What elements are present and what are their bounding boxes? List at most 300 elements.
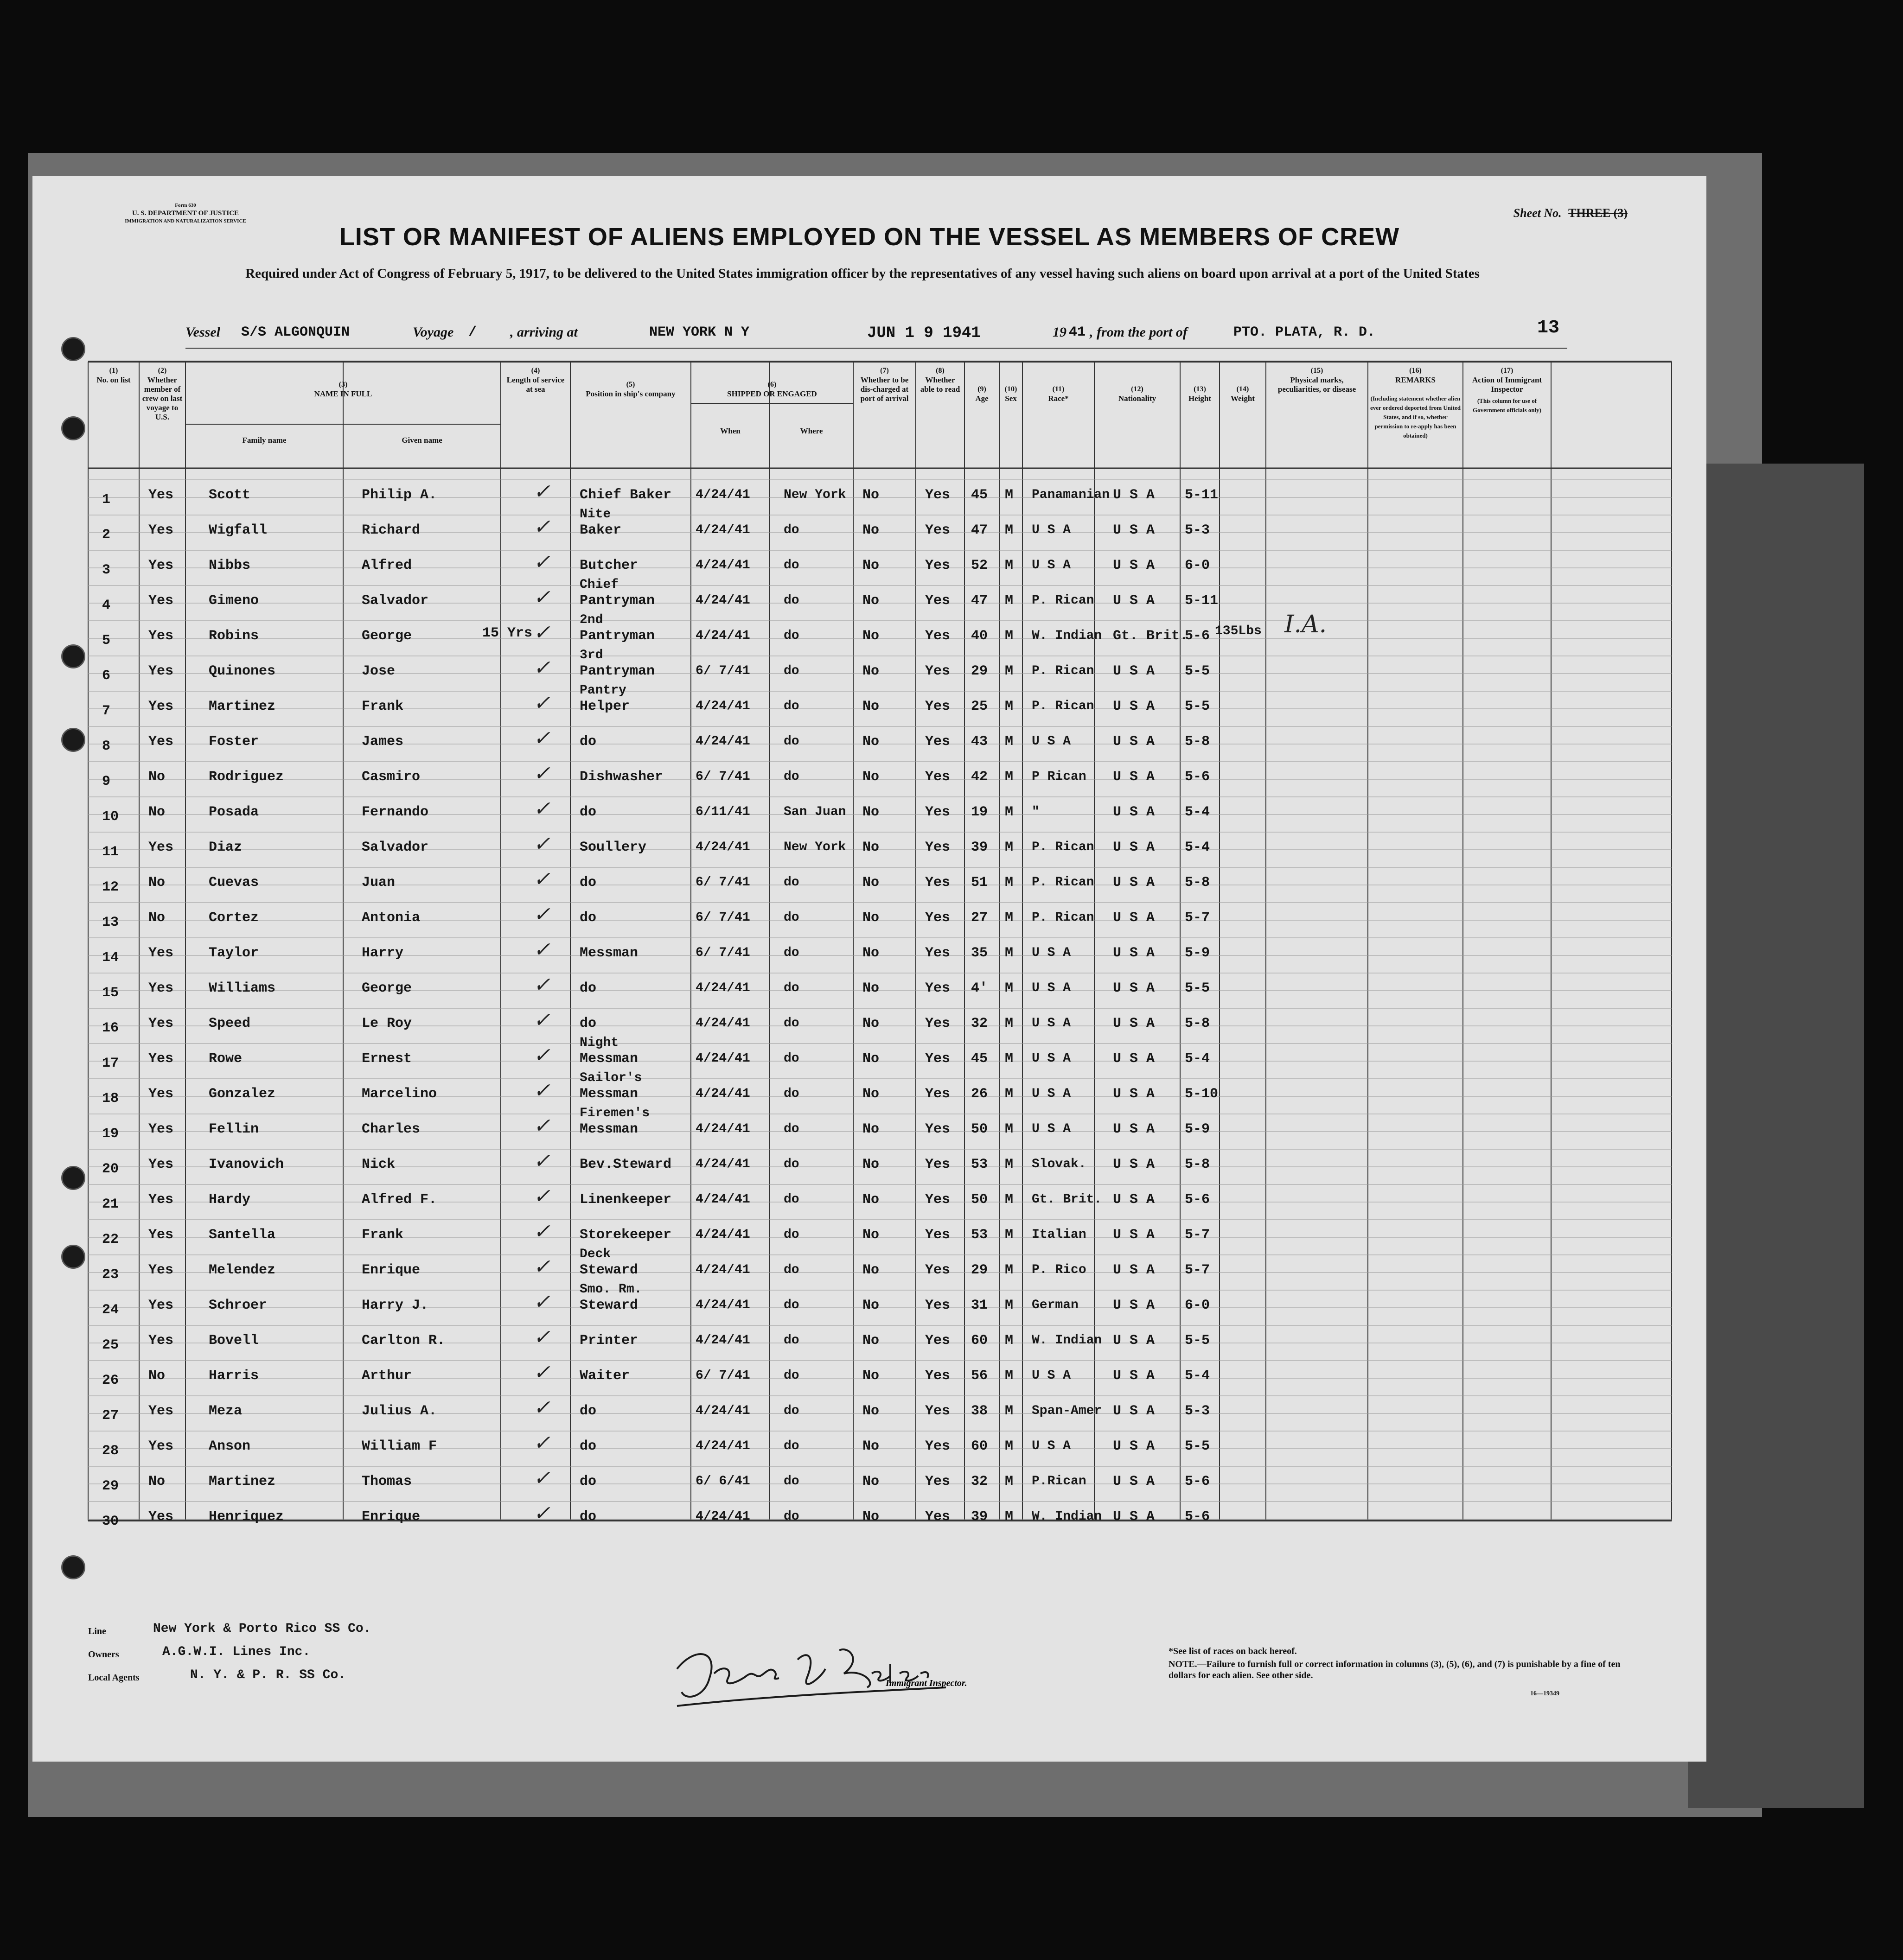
family-name: Ivanovich [209,1157,284,1172]
age: 60 [971,1333,988,1349]
discharged-value: No [862,487,880,503]
position: Storekeeper [580,1227,672,1243]
height: 5-5 [1185,980,1210,996]
position-line1: 2nd [580,613,603,627]
service-checkmark: ✓ [533,1149,550,1173]
column-header-text: Action of Immigrant Inspector [1472,375,1542,394]
family-name: Robins [209,628,259,644]
age: 29 [971,1262,988,1278]
column-header [966,385,997,403]
shipped-when: 6/ 7/41 [696,770,750,784]
column-number: (4) [531,367,540,375]
service-checkmark: ✓ [533,726,550,750]
sex: M [1005,1333,1014,1349]
read-value: Yes [925,980,951,996]
shipped-where: do [784,1333,799,1348]
service-checkmark: ✓ [533,621,550,644]
discharged-value: No [862,804,880,820]
race: U S A [1032,558,1071,573]
shipped-when: 6/ 6/41 [696,1474,750,1489]
given-name: Harry J. [362,1298,429,1313]
service-checkmark: ✓ [533,1290,550,1314]
nationality: U S A [1113,663,1155,679]
age: 50 [971,1121,988,1137]
position: Printer [580,1333,639,1349]
sex: M [1005,1192,1014,1208]
shipped-when: 6/ 7/41 [696,875,750,890]
position: Pantryman [580,628,655,644]
shipped-where: do [784,1368,799,1383]
position: Helper [580,699,630,714]
form-code: 16—19349 [1530,1690,1559,1697]
given-name: Enrique [362,1262,421,1278]
position: Waiter [580,1368,630,1384]
shipped-when: 4/24/41 [696,1016,750,1031]
agents-value: N. Y. & P. R. SS Co. [190,1668,346,1682]
height: 5-8 [1185,1157,1210,1172]
race: P.Rican [1032,1474,1086,1489]
row-number: 26 [102,1373,119,1388]
discharged-value: No [862,1192,880,1208]
nationality: U S A [1113,734,1155,750]
given-name: William F [362,1438,437,1454]
nationality: U S A [1113,1368,1155,1384]
column-header-text: REMARKS [1395,375,1436,384]
shipped-when: 4/24/41 [696,1122,750,1136]
from-port: PTO. PLATA, R. D. [1233,325,1376,340]
column-header [1221,385,1264,403]
row-number: 9 [102,774,111,789]
column-header-text: NAME IN FULL [314,389,372,398]
race: German [1032,1298,1079,1312]
race: U S A [1032,1122,1071,1136]
sex: M [1005,1474,1014,1489]
height: 5-5 [1185,1438,1210,1454]
family-name: Williams [209,980,276,996]
read-value: Yes [925,1509,951,1525]
last-voyage-value: Yes [148,1192,174,1208]
sheet-label: Sheet No. [1513,206,1562,220]
read-value: Yes [925,593,951,609]
shipped-where: do [784,629,799,643]
last-voyage-value: Yes [148,593,174,609]
row-number: 23 [102,1267,119,1283]
read-value: Yes [925,1403,951,1419]
position: Messman [580,1086,639,1102]
column-header-text: Family name [242,436,287,445]
read-value: Yes [925,1016,951,1031]
sex: M [1005,804,1014,820]
races-note: *See list of races on back hereof. [1169,1646,1297,1656]
read-value: Yes [925,1121,951,1137]
row-number: 15 [102,985,119,1001]
nationality: U S A [1113,1157,1155,1172]
given-name: Salvador [362,840,429,855]
age: 56 [971,1368,988,1384]
shipped-where: do [784,1016,799,1031]
last-voyage-value: Yes [148,1509,174,1525]
race: P. Rican [1032,699,1094,713]
discharged-value: No [862,663,880,679]
column-header [503,366,568,394]
backing-sheet-right [1688,464,1864,1808]
service-checkmark: ✓ [533,1008,550,1032]
shipped-where: do [784,734,799,749]
column-number: (11) [1052,385,1065,393]
shipped-when: 4/24/41 [696,1439,750,1453]
position: do [580,910,597,926]
discharged-value: No [862,1474,880,1489]
shipped-when: 6/ 7/41 [696,946,750,960]
position-line1: Deck [580,1247,611,1261]
read-value: Yes [925,1227,951,1243]
column-header [1465,396,1549,415]
family-name: Cuevas [209,875,259,891]
shipped-where: do [784,981,799,995]
sex: M [1005,734,1014,750]
last-voyage-value: Yes [148,487,174,503]
nationality: U S A [1113,1438,1155,1454]
column-header [1268,366,1366,394]
last-voyage-value: No [148,1368,166,1384]
row-number: 8 [102,738,111,754]
position-line1: Pantry [580,683,626,698]
shipped-where: do [784,1263,799,1277]
sex: M [1005,593,1014,609]
last-voyage-value: No [148,875,166,891]
column-header-text: Height [1188,394,1212,403]
shipped-where: New York [784,840,846,854]
column-header-text: (Including statement whether alien ever ordered deported from United States, and if so, whether permission to re-apply has been obtained) [1370,395,1461,439]
race: P. Rican [1032,664,1094,678]
column-header-text: SHIPPED OR ENGAGED [727,389,817,398]
last-voyage-value: Yes [148,558,174,573]
column-header [1465,366,1549,394]
given-name: Ernest [362,1051,412,1067]
arrival-date: JUN 1 9 1941 [867,325,981,342]
shipped-where: do [784,523,799,537]
family-name: Speed [209,1016,251,1031]
race: P. Rican [1032,875,1094,890]
age: 4' [971,980,988,996]
read-value: Yes [925,1474,951,1489]
race: P Rican [1032,770,1086,784]
binder-hole [61,337,85,361]
last-voyage-value: Yes [148,980,174,996]
age: 60 [971,1438,988,1454]
column-header [1001,385,1021,403]
service-checkmark: ✓ [533,515,550,539]
discharged-value: No [862,980,880,996]
service-checkmark: ✓ [533,550,550,574]
nationality: U S A [1113,769,1155,785]
discharged-value: No [862,840,880,855]
race: Panamanian [1032,488,1110,502]
race: Gt. Brit. [1032,1192,1102,1207]
service-checkmark: ✓ [533,480,550,503]
read-value: Yes [925,1192,951,1208]
row-number: 12 [102,879,119,895]
height: 5-6 [1185,628,1210,644]
shipped-where: do [784,1192,799,1207]
family-name: Cortez [209,910,259,926]
race: W. Indian [1032,1509,1102,1524]
family-name: Rodriguez [209,769,284,785]
family-name: Quinones [209,663,276,679]
service-checkmark: ✓ [533,1431,550,1455]
position-line1: Chief [580,578,619,592]
given-name: Nick [362,1157,396,1172]
shipped-where: do [784,1404,799,1418]
height: 6-0 [1185,558,1210,573]
height: 6-0 [1185,1298,1210,1313]
read-value: Yes [925,910,951,926]
discharged-value: No [862,1227,880,1243]
last-voyage-value: Yes [148,945,174,961]
race: U S A [1032,1439,1071,1453]
shipped-when: 4/24/41 [696,523,750,537]
form-number: Form 630 [175,203,196,208]
position: do [580,1474,597,1489]
row-number: 5 [102,633,111,649]
position: Butcher [580,558,639,573]
sex: M [1005,1051,1014,1067]
position: do [580,875,597,891]
read-value: Yes [925,699,951,714]
height: 5-6 [1185,1509,1210,1525]
position: do [580,734,597,750]
shipped-when: 4/24/41 [696,1051,750,1066]
discharged-value: No [862,1509,880,1525]
sex: M [1005,910,1014,926]
given-name: Richard [362,522,421,538]
position-line1: Firemen's [580,1106,650,1120]
service-checkmark: ✓ [533,1325,550,1349]
sex: M [1005,1509,1014,1525]
shipped-when: 6/ 7/41 [696,664,750,678]
sex: M [1005,769,1014,785]
service-checkmark: ✓ [533,1502,550,1525]
age: 38 [971,1403,988,1419]
height: 5-3 [1185,522,1210,538]
race: Span-Amer [1032,1404,1102,1418]
shipped-when: 6/11/41 [696,805,750,819]
family-name: Fellin [209,1121,259,1137]
service-checkmark: ✓ [533,1114,550,1138]
year-label: 19 [1053,325,1066,340]
discharged-value: No [862,699,880,714]
immigrant-inspector-label: Immigrant Inspector. [886,1678,967,1688]
race: U S A [1032,734,1071,749]
row-number: 4 [102,598,111,613]
shipped-where: do [784,1157,799,1171]
sex: M [1005,1298,1014,1313]
family-name: Martinez [209,1474,276,1489]
race: U S A [1032,1368,1071,1383]
shipped-where: New York [784,488,846,502]
column-number: (15) [1310,367,1323,375]
race: U S A [1032,946,1071,960]
nationality: U S A [1113,1051,1155,1067]
height: 5-7 [1185,910,1210,926]
race: P. Rican [1032,910,1094,925]
service-checkmark: ✓ [533,797,550,821]
given-name: Juan [362,875,396,891]
shipped-where: do [784,664,799,678]
weight: 135Lbs [1215,624,1262,638]
age: 25 [971,699,988,714]
race: U S A [1032,1016,1071,1031]
shipped-where: San Juan [784,805,846,819]
read-value: Yes [925,769,951,785]
discharged-value: No [862,522,880,538]
family-name: Anson [209,1438,251,1454]
race: U S A [1032,1051,1071,1066]
last-voyage-value: Yes [148,663,174,679]
discharged-value: No [862,1121,880,1137]
given-name: Frank [362,1227,404,1243]
shipped-when: 4/24/41 [696,593,750,608]
given-name: Antonia [362,910,421,926]
line-label: Line [88,1626,106,1636]
position: do [580,1016,597,1031]
shipped-when: 4/24/41 [696,981,750,995]
column-number: (6) [767,381,777,388]
shipped-when: 4/24/41 [696,629,750,643]
age: 35 [971,945,988,961]
sex: M [1005,1157,1014,1172]
service-checkmark: ✓ [533,656,550,680]
sex: M [1005,1086,1014,1102]
height: 5-8 [1185,875,1210,891]
given-name: Alfred [362,558,412,573]
read-value: Yes [925,487,951,503]
nationality: Gt. Brit. [1113,628,1188,644]
row-number: 27 [102,1408,119,1424]
owners-label: Owners [88,1649,119,1660]
read-value: Yes [925,1368,951,1384]
position: Baker [580,522,622,538]
shipped-where: do [784,910,799,925]
sex: M [1005,1368,1014,1384]
height: 5-4 [1185,1368,1210,1384]
sex: M [1005,1262,1014,1278]
age: 32 [971,1016,988,1031]
height: 5-6 [1185,1192,1210,1208]
given-name: Julius A. [362,1403,437,1419]
race: P. Rico [1032,1263,1086,1277]
shipped-when: 4/24/41 [696,840,750,854]
position: Soullery [580,840,647,855]
position: do [580,1509,597,1525]
family-name: Meza [209,1403,243,1419]
given-name: Harry [362,945,404,961]
column-header [1182,385,1218,403]
binder-hole [61,728,85,752]
discharged-value: No [862,1262,880,1278]
family-name: Schroer [209,1298,268,1313]
last-voyage-value: Yes [148,1298,174,1313]
column-header [855,366,914,403]
given-name: Frank [362,699,404,714]
column-header-text: Whether able to read [920,375,960,394]
discharged-value: No [862,1438,880,1454]
shipped-where: do [784,1439,799,1453]
nationality: U S A [1113,487,1155,503]
service-checkmark: ✓ [533,832,550,856]
owners-value: A.G.W.I. Lines Inc. [162,1645,311,1659]
sex: M [1005,522,1014,538]
shipped-when: 4/24/41 [696,1298,750,1312]
nationality: U S A [1113,1121,1155,1137]
nationality: U S A [1113,558,1155,573]
last-voyage-value: Yes [148,1333,174,1349]
sex: M [1005,487,1014,503]
given-name: Salvador [362,593,429,609]
given-name: Casmiro [362,769,421,785]
height: 5-6 [1185,1474,1210,1489]
row-number: 13 [102,915,119,930]
age: 42 [971,769,988,785]
given-name: Enrique [362,1509,421,1525]
service-checkmark: ✓ [533,1079,550,1102]
read-value: Yes [925,628,951,644]
column-header [693,426,768,436]
row-number: 28 [102,1443,119,1459]
age: 19 [971,804,988,820]
height: 5-5 [1185,663,1210,679]
discharged-value: No [862,1016,880,1031]
given-name: Philip A. [362,487,437,503]
read-value: Yes [925,1438,951,1454]
discharged-value: No [862,1403,880,1419]
position: Messman [580,945,639,961]
page-number: 13 [1537,318,1560,338]
position-line1: Sailor's [580,1071,642,1085]
read-value: Yes [925,734,951,750]
last-voyage-value: Yes [148,1262,174,1278]
read-value: Yes [925,840,951,855]
height: 5-5 [1185,1333,1210,1349]
family-name: Rowe [209,1051,243,1067]
last-voyage-value: Yes [148,1121,174,1137]
row-number: 10 [102,809,119,825]
nationality: U S A [1113,1509,1155,1525]
position: Pantryman [580,663,655,679]
position: Chief Baker [580,487,672,503]
row-number: 24 [102,1302,119,1318]
read-value: Yes [925,1262,951,1278]
height: 5-11 [1185,593,1219,609]
read-value: Yes [925,804,951,820]
shipped-where: do [784,558,799,573]
race: U S A [1032,523,1071,537]
race: P. Rican [1032,593,1094,608]
shipped-when: 4/24/41 [696,1228,750,1242]
year-value: 41 [1069,325,1086,340]
race: W. Indian [1032,629,1102,643]
height: 5-5 [1185,699,1210,714]
row-number: 11 [102,844,119,860]
shipped-when: 4/24/41 [696,1087,750,1101]
discharged-value: No [862,945,880,961]
discharged-value: No [862,875,880,891]
shipped-when: 6/ 7/41 [696,910,750,925]
service-checkmark: ✓ [533,691,550,715]
nationality: U S A [1113,1016,1155,1031]
family-name: Posada [209,804,259,820]
page-subtitle: Required under Act of Congress of February 5, 1917, to be delivered to the United States immigration officer by the representatives of any vessel having such aliens on board upon arrival at a port of the United States [245,266,1480,281]
